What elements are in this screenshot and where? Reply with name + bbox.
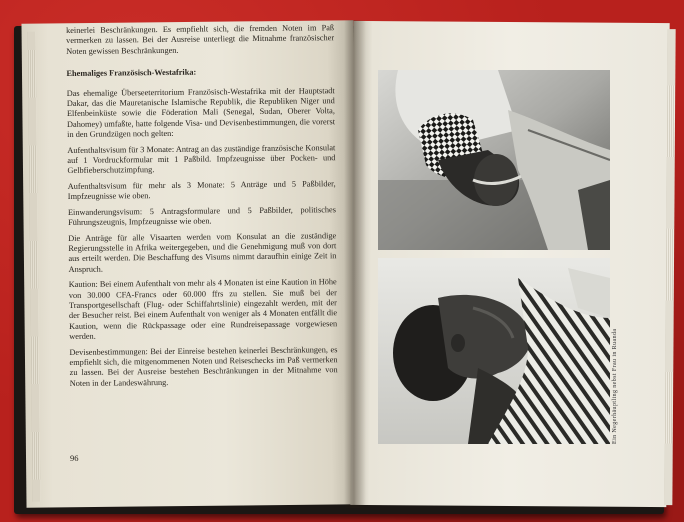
left-page-edges	[28, 32, 41, 502]
paragraph-currency-rules: Devisenbestimmungen: Bei der Einreise bestehen keinerlei Beschränkungen, es empfiehlt sich, die mitgenommenen Noten und Reiseschecks im Paß vermerken zu lassen. Bei der Ausreise bestehen Beschränkungen in der Mitnahme von Noten in der Landeswährung.	[69, 344, 338, 388]
paragraph-applications: Die Anträge für alle Visaarten werden vom Konsulat an die zuständige Regierungsstelle in Afrika weitergegeben, und die Genehmigung muß von dort aus erteilt werden. Die Beschaffung des Visums nimmt daraufhin einige Zeit in Anspruch.	[68, 230, 337, 274]
section-heading: Ehemaliges Französisch-Westafrika:	[66, 67, 197, 79]
paragraph-immigration-visa: Einwanderungsvisum: 5 Antragsformulare und 5 Paßbilder, politisches Führungszeugnis, Impfzeugnisse wie oben.	[67, 204, 336, 228]
paragraph-visa-3-months: Aufenthaltsvisum für 3 Monate: Antrag an das zuständige französische Konsulat auf 1 Vordruckformular mit 1 Paßbild. Impfzeugnisse über Pocken- und Gelbfieberschutzimpfung.	[67, 142, 336, 176]
paragraph-visa-over-3-months: Aufenthaltsvisum für mehr als 3 Monate: 5 Anträge und 5 Paßbilder, Impfzeugnisse wie oben.	[67, 179, 336, 202]
paragraph-territory: Das ehemalige Überseeterritorium Französisch-Westafrika mit der Hauptstadt Dakar, das die Mauretanische Islamische Republik, die Republiken Niger und Elfenbeinküste sowie die Föderation Mali (Senegal, Sudan, Oberer Volta, Dahomey) umfaßte, hatte folgende Visa- und Devisenbestimmungen, die vorerst in den Grundzügen noch gelten:	[66, 85, 336, 140]
page-number: 96	[70, 453, 79, 463]
paragraph-intro: keinerlei Beschränkungen. Es empfiehlt sich, die fremden Noten im Paß vermerken zu lassen. Bei der Ausreise unterliegt die Mitnahme französischer Noten gewissen Beschränkungen.	[66, 23, 335, 56]
photo-man-striped-garment	[378, 258, 610, 444]
paragraph-deposit: Kaution: Bei einem Aufenthalt von mehr als 4 Monaten ist eine Kaution in Höhe von 30.000 CFA-Francs oder 60.000 ffrs zu stellen. Sie muß bei der Transportgesellschaft (Flug- oder Schiffahrtslinie) eingezahlt werden, mit der der Besucher reist. Bei einem Aufenthalt von weniger als 4 Monaten entfällt die Kaution, wenn die Rückpassage oder eine Rundreisepassage vorgewiesen werden.	[68, 277, 338, 342]
left-page-text	[66, 23, 338, 394]
book-gutter	[344, 20, 366, 508]
photo-caption: Ein Negerhäuptling nebst Frau in Ruanda	[612, 328, 618, 444]
photo-woman-headdress	[378, 70, 610, 250]
